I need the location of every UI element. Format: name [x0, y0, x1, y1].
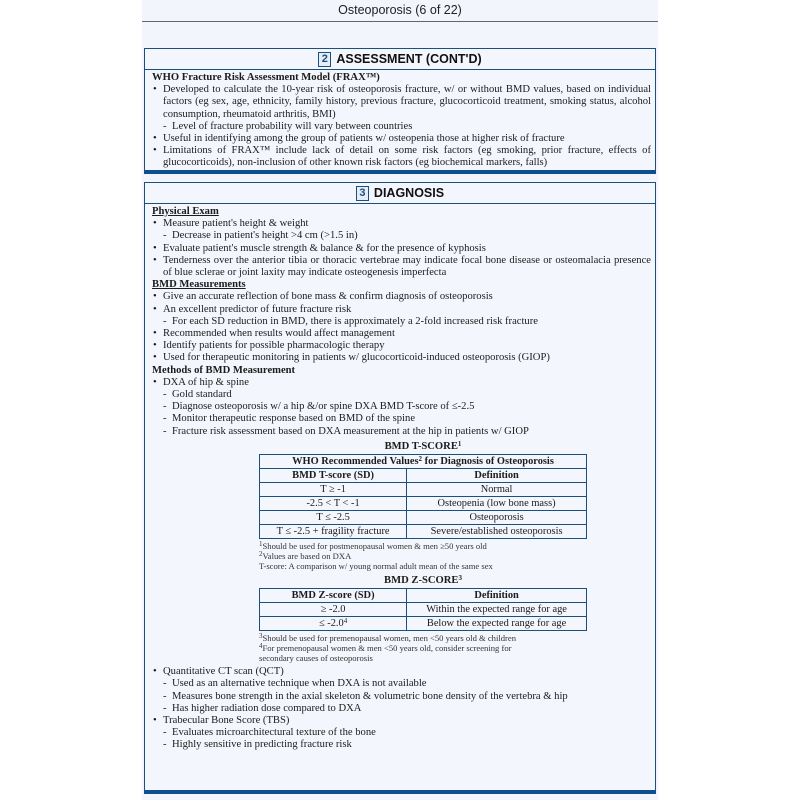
- section-header: [145, 183, 655, 204]
- z-score-title-text: BMD Z-SCORE: [384, 575, 459, 587]
- cell: Normal: [407, 483, 587, 497]
- list-item: • Give an accurate reflection of bone mass & confirm diagnosis of osteoporosis: [152, 291, 651, 303]
- list-subitem: - Decrease in patient's height >4 cm (>1.5 in): [152, 230, 651, 242]
- table-caption: [260, 455, 587, 469]
- bmd-measurements-heading: BMD Measurements: [152, 279, 246, 291]
- t-score-title-text: BMD T-SCORE: [384, 440, 458, 452]
- footnote-marker: 2: [259, 550, 263, 559]
- header-rule: [142, 21, 658, 22]
- cell: T ≥ -1: [260, 483, 407, 497]
- list-subitem: - For each SD reduction in BMD, there is approximately a 2-fold increased risk fracture: [152, 316, 651, 328]
- list-subitem: - Monitor therapeutic response based on BMD of the spine: [152, 413, 651, 425]
- other-methods-list: [152, 666, 651, 751]
- cell: Within the expected range for age: [407, 603, 587, 617]
- diagnosis-section: [144, 182, 656, 794]
- footnote-text: Values are based on DXA: [262, 551, 352, 562]
- column-header: Definition: [407, 469, 587, 483]
- list-subitem: - Level of fracture probability will vary between countries: [152, 121, 651, 133]
- column-header: BMD T-score (SD): [260, 469, 407, 483]
- list-item: • Recommended when results would affect management: [152, 328, 651, 340]
- list-item: • Evaluate patient's muscle strength & balance & for the presence of kyphosis: [152, 243, 651, 255]
- cell: Below the expected range for age: [407, 617, 587, 631]
- cell: Osteoporosis: [407, 511, 587, 525]
- caption-text-rest: for Diagnosis of Osteoporosis: [422, 455, 554, 467]
- section-number-badge: 3: [356, 186, 369, 201]
- table-row: [260, 483, 587, 497]
- list-item: • Used for therapeutic monitoring in patients w/ glucocorticoid-induced osteoporosis (GIOP): [152, 352, 651, 364]
- z-score-table: [259, 588, 587, 631]
- cell-text: ≤ -2.0: [318, 617, 344, 629]
- t-score-block: [259, 441, 587, 571]
- cell: T ≤ -2.5: [260, 511, 407, 525]
- cell: T ≤ -2.5 + fragility fracture: [260, 525, 407, 539]
- list-subitem: - Has higher radiation dose compared to DXA: [152, 703, 651, 715]
- list-item: • An excellent predictor of future fracture risk: [152, 304, 651, 316]
- footnote: [259, 643, 519, 663]
- t-score-title: [259, 441, 587, 453]
- footnote: [259, 633, 587, 643]
- table-row: [260, 511, 587, 525]
- section-title: ASSESSMENT (CONT'D): [336, 52, 482, 66]
- list-item: • Measure patient's height & weight: [152, 218, 651, 230]
- list-item: • Identify patients for possible pharmacologic therapy: [152, 340, 651, 352]
- table-row: [260, 497, 587, 511]
- table-caption-row: [260, 455, 587, 469]
- list-item: • Developed to calculate the 10-year risk of osteoporosis fracture, w/ or without BMD values, based on individual factors (eg sex, age, ethnicity, family history, previous fracture, glucocorticoid treatment, smoking status, alcohol consumption, rheumatoid arthritis, BMI): [152, 84, 651, 121]
- table-header-row: [260, 589, 587, 603]
- document-page: [142, 0, 658, 800]
- list-subitem: - Highly sensitive in predicting fracture risk: [152, 739, 651, 751]
- list-item: • Useful in identifying among the group of patients w/ osteopenia those at higher risk of fracture: [152, 133, 651, 145]
- column-header: BMD Z-score (SD): [260, 589, 407, 603]
- list-item: • DXA of hip & spine: [152, 377, 651, 389]
- cell: Osteopenia (low bone mass): [407, 497, 587, 511]
- list-subitem: - Evaluates microarchitectural texture of the bone: [152, 727, 651, 739]
- running-head: Osteoporosis (6 of 22): [338, 3, 462, 17]
- t-score-table: [259, 454, 587, 539]
- list-subitem: - Fracture risk assessment based on DXA measurement at the hip in patients w/ GIOP: [152, 426, 651, 438]
- physical-exam-heading: Physical Exam: [152, 206, 219, 217]
- footnote-text: Should be used for premenopausal women, men <50 years old & children: [262, 633, 517, 644]
- cell-text: ≥ -2.0: [320, 603, 346, 615]
- footnote-ref: 1: [457, 439, 462, 448]
- list-subitem: - Diagnose osteoporosis w/ a hip &/or spine DXA BMD T-score of ≤-2.5: [152, 401, 651, 413]
- list-subitem: - Used as an alternative technique when DXA is not available: [152, 678, 651, 690]
- list-subitem: - Gold standard: [152, 389, 651, 401]
- footnote-marker: 4: [259, 642, 263, 651]
- table-header-row: [260, 469, 587, 483]
- footnote-text: Should be used for postmenopausal women & men ≥50 years old: [262, 541, 487, 552]
- list-item: • Tenderness over the anterior tibia or thoracic vertebrae may indicate focal bone disease or osteomalacia presence of blue sclerae or joint laxity may indicate osteogenesis imperfecta: [152, 255, 651, 279]
- footnote-marker: 1: [259, 540, 263, 549]
- list-item: • Trabecular Bone Score (TBS): [152, 715, 651, 727]
- table-row: [260, 617, 587, 631]
- z-score-block: [259, 575, 587, 663]
- cell: [260, 617, 407, 631]
- cell: -2.5 < T < -1: [260, 497, 407, 511]
- frax-heading: WHO Fracture Risk Assessment Model (FRAX™): [152, 72, 380, 83]
- section-header: [145, 49, 655, 70]
- list-subitem: - Measures bone strength in the axial skeleton & volumetric bone density of the vertebra & hip: [152, 691, 651, 703]
- footnote: [259, 541, 587, 551]
- list-item: • Quantitative CT scan (QCT): [152, 666, 651, 678]
- cell: [260, 603, 407, 617]
- methods-heading: Methods of BMD Measurement: [152, 364, 296, 376]
- section-number-badge: 2: [318, 52, 331, 67]
- footnote: [259, 551, 587, 561]
- table-row: [260, 525, 587, 539]
- footnote-marker: 3: [259, 632, 263, 641]
- list-item: • Limitations of FRAX™ include lack of detail on some risk factors (eg smoking, prior fracture, effects of glucocorticoids), non-inclusion of other known risk factors (eg biochemical markers, falls): [152, 145, 651, 169]
- assessment-section: [144, 48, 656, 174]
- footnote-text: For premenopausal women & men <50 years old, consider screening for secondary causes of osteoporosis: [259, 643, 512, 664]
- z-score-title: [259, 575, 587, 587]
- footnote-ref: 4: [343, 616, 348, 625]
- footnote: [259, 561, 587, 571]
- table-row: [260, 603, 587, 617]
- footnote-text: T-score: A comparison w/ young normal adult mean of the same sex: [259, 561, 493, 572]
- caption-text: WHO Recommended Values: [292, 455, 419, 467]
- section-title: DIAGNOSIS: [373, 186, 445, 200]
- footnote-ref: 3: [458, 574, 462, 583]
- column-header: Definition: [407, 589, 587, 603]
- cell: Severe/established osteoporosis: [407, 525, 587, 539]
- footnote-ref: 2: [418, 454, 423, 463]
